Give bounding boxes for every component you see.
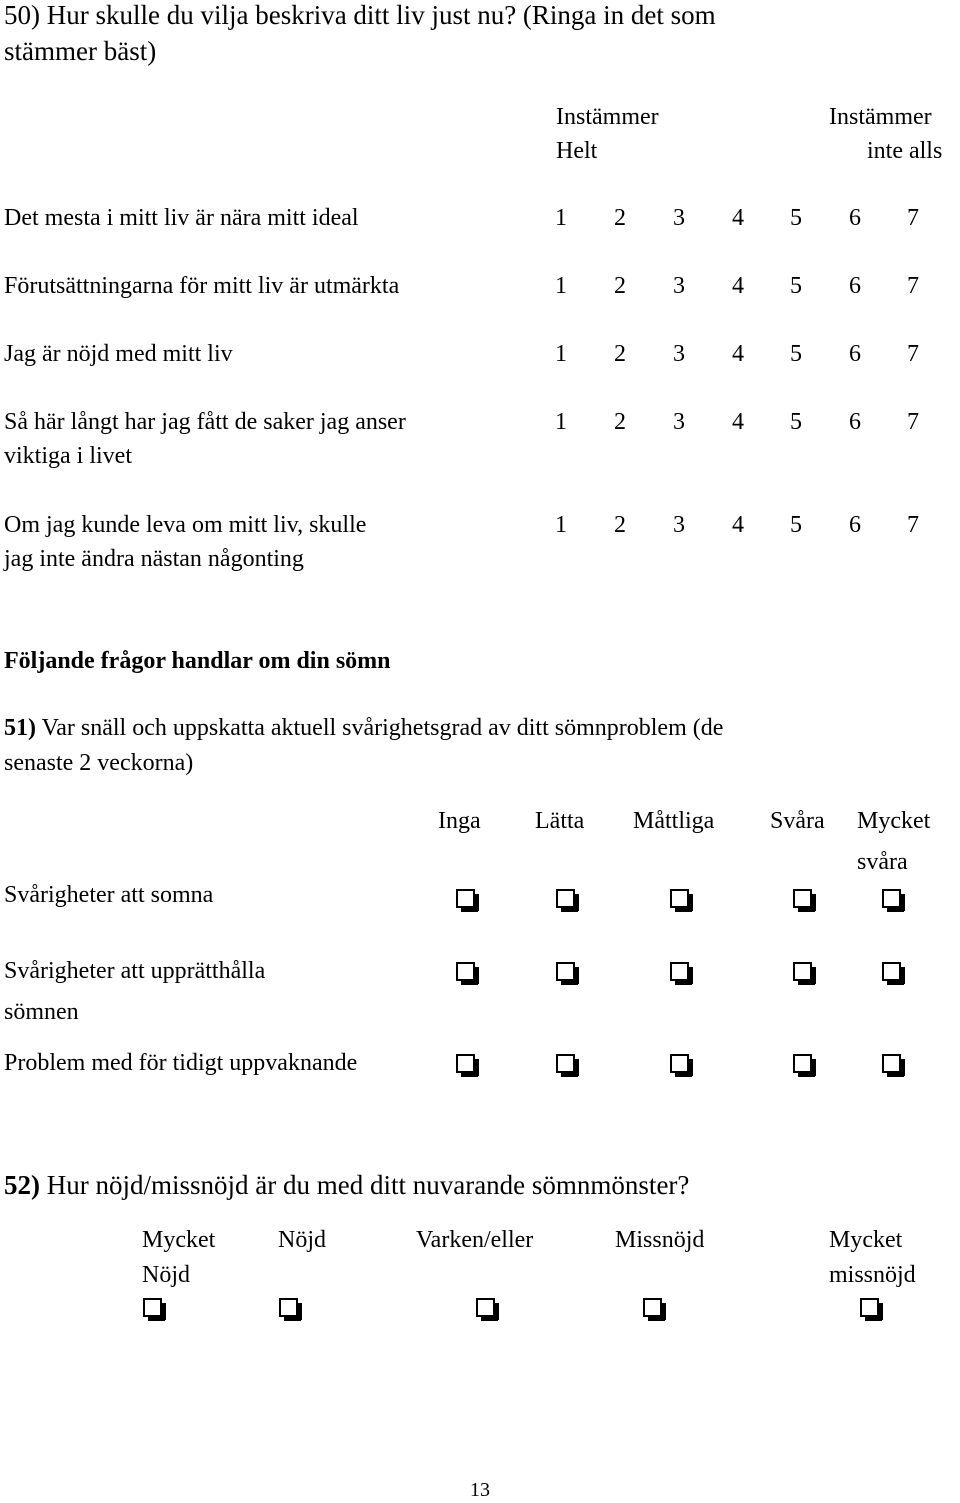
q50-scale-option-6[interactable]: 6: [849, 409, 861, 435]
q51-column-header: Lätta: [535, 808, 585, 834]
q50-scale-right-label: Instämmer: [829, 104, 932, 130]
checkbox[interactable]: [793, 962, 812, 981]
checkbox[interactable]: [456, 889, 475, 908]
q50-title-line1: 50) Hur skulle du vilja beskriva ditt liv just nu? (Ringa in det som: [4, 0, 716, 30]
q50-scale-option-3[interactable]: 3: [673, 273, 685, 299]
q50-scale-option-2[interactable]: 2: [614, 341, 626, 367]
q52-option-label: Nöjd: [278, 1227, 326, 1253]
q51-row-label: Svårigheter att upprätthålla: [4, 958, 266, 984]
q50-scale-left-label: Instämmer: [556, 104, 659, 130]
q51-title-line1: [4, 715, 723, 743]
q50-scale-left-label-2: Helt: [556, 138, 598, 164]
checkbox[interactable]: [882, 889, 901, 908]
q52-title: [4, 1170, 689, 1201]
checkbox[interactable]: [793, 1054, 812, 1073]
q50-scale-option-7[interactable]: 7: [907, 341, 919, 367]
q50-scale-option-5[interactable]: 5: [790, 409, 802, 435]
q50-scale-option-4[interactable]: 4: [732, 273, 744, 299]
q50-scale-option-3[interactable]: 3: [673, 341, 685, 367]
q52-option-label-2: Nöjd: [142, 1262, 190, 1288]
checkbox[interactable]: [670, 962, 689, 981]
q51-row-label-2: sömnen: [4, 999, 79, 1025]
q50-scale-option-3[interactable]: 3: [673, 409, 685, 435]
q50-scale-option-1[interactable]: 1: [555, 341, 567, 367]
checkbox[interactable]: [670, 889, 689, 908]
q52-option-label: Mycket: [829, 1227, 903, 1253]
q50-item-label: Förutsättningarna för mitt liv är utmärkta: [4, 273, 400, 299]
q51-column-5-line2: svåra: [857, 849, 908, 875]
checkbox[interactable]: [882, 962, 901, 981]
q51-column-header: Svåra: [770, 808, 825, 834]
q50-scale-option-7[interactable]: 7: [907, 205, 919, 231]
q50-scale-option-2[interactable]: 2: [614, 409, 626, 435]
q52-option-label: Mycket: [142, 1227, 216, 1253]
q50-item-label: Om jag kunde leva om mitt liv, skulle: [4, 512, 367, 538]
q50-scale-option-5[interactable]: 5: [790, 273, 802, 299]
q51-row-label: Problem med för tidigt uppvaknande: [4, 1050, 358, 1076]
q50-scale-option-3[interactable]: 3: [673, 512, 685, 538]
q52-title-text: Hur nöjd/missnöjd är du med ditt nuvarande sömnmönster?: [40, 1170, 690, 1200]
checkbox[interactable]: [882, 1054, 901, 1073]
q50-scale-option-6[interactable]: 6: [849, 512, 861, 538]
q51-title-text: Var snäll och uppskatta aktuell svårighetsgrad av ditt sömnproblem (de: [36, 715, 724, 741]
q50-scale-option-5[interactable]: 5: [790, 205, 802, 231]
q50-scale-option-7[interactable]: 7: [907, 512, 919, 538]
checkbox[interactable]: [456, 962, 475, 981]
q51-row-label: Svårigheter att somna: [4, 882, 214, 908]
q51-column-header: Inga: [438, 808, 481, 834]
q50-scale-option-4[interactable]: 4: [732, 409, 744, 435]
q50-scale-option-5[interactable]: 5: [790, 341, 802, 367]
q50-scale-option-6[interactable]: 6: [849, 341, 861, 367]
q50-scale-option-1[interactable]: 1: [555, 512, 567, 538]
q51-title-line2: senaste 2 veckorna): [4, 750, 194, 776]
checkbox[interactable]: [556, 1054, 575, 1073]
q51-number: 51): [4, 715, 36, 741]
q50-scale-option-7[interactable]: 7: [907, 273, 919, 299]
page-number: 13: [470, 1479, 490, 1501]
q50-scale-option-3[interactable]: 3: [673, 205, 685, 231]
q50-scale-option-5[interactable]: 5: [790, 512, 802, 538]
q50-item-label: Det mesta i mitt liv är nära mitt ideal: [4, 205, 359, 231]
q50-scale-option-7[interactable]: 7: [907, 409, 919, 435]
q50-scale-option-4[interactable]: 4: [732, 341, 744, 367]
q50-scale-option-2[interactable]: 2: [614, 205, 626, 231]
q50-scale-option-2[interactable]: 2: [614, 512, 626, 538]
q52-option-label: Missnöjd: [615, 1227, 705, 1253]
section-heading: Följande frågor handlar om din sömn: [4, 648, 391, 674]
q52-option-label: Varken/eller: [416, 1227, 534, 1253]
q50-scale-option-6[interactable]: 6: [849, 205, 861, 231]
q50-scale-option-6[interactable]: 6: [849, 273, 861, 299]
checkbox[interactable]: [456, 1054, 475, 1073]
checkbox[interactable]: [860, 1298, 879, 1317]
q50-title-line2: stämmer bäst): [4, 36, 157, 66]
q50-scale-option-1[interactable]: 1: [555, 409, 567, 435]
checkbox[interactable]: [279, 1298, 298, 1317]
q50-item-label-2: viktiga i livet: [4, 443, 132, 469]
q50-scale-option-1[interactable]: 1: [555, 273, 567, 299]
q50-item-label: Så här långt har jag fått de saker jag anser: [4, 409, 406, 435]
q50-scale-option-4[interactable]: 4: [732, 205, 744, 231]
checkbox[interactable]: [143, 1298, 162, 1317]
checkbox[interactable]: [476, 1298, 495, 1317]
q50-scale-option-2[interactable]: 2: [614, 273, 626, 299]
q51-column-header: Måttliga: [633, 808, 715, 834]
q50-item-label: Jag är nöjd med mitt liv: [4, 341, 233, 367]
q50-scale-right-label-2: inte alls: [867, 138, 943, 164]
checkbox[interactable]: [793, 889, 812, 908]
checkbox[interactable]: [643, 1298, 662, 1317]
checkbox[interactable]: [556, 962, 575, 981]
checkbox[interactable]: [556, 889, 575, 908]
q52-option-label-2: missnöjd: [829, 1262, 916, 1288]
q51-column-header: Mycket: [857, 808, 931, 834]
q50-scale-option-4[interactable]: 4: [732, 512, 744, 538]
q50-item-label-2: jag inte ändra nästan någonting: [4, 546, 304, 572]
checkbox[interactable]: [670, 1054, 689, 1073]
q50-scale-option-1[interactable]: 1: [555, 205, 567, 231]
q52-number: 52): [4, 1170, 40, 1200]
